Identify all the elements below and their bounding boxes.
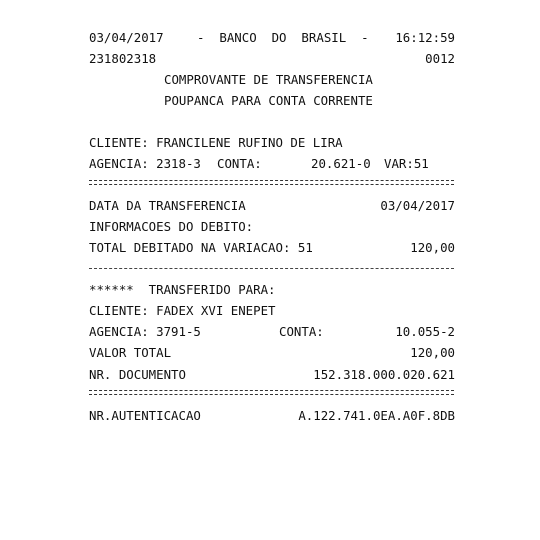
title-line-1 xyxy=(89,69,455,90)
transfer-date: 03/04/2017 xyxy=(380,198,455,213)
origin-client: CLIENTE: FRANCILENE RUFINO DE LIRA xyxy=(89,135,343,150)
transfer-date-label: DATA DA TRANSFERENCIA xyxy=(89,198,246,213)
destination-account: 10.055-2 xyxy=(395,324,455,339)
destination-heading-line xyxy=(89,279,455,300)
authentication-code: A.122.741.0EA.A0F.8DB xyxy=(298,408,455,423)
header-time: 16:12:59 xyxy=(395,30,455,45)
destination-client: CLIENTE: FADEX XVI ENEPET xyxy=(89,303,276,318)
terminal-code: 231802318 xyxy=(89,51,157,66)
destination-heading: ****** TRANSFERIDO PARA: xyxy=(89,282,276,297)
debit-info-line xyxy=(89,216,455,237)
separator-single xyxy=(89,268,454,269)
origin-agency: AGENCIA: 2318-3 xyxy=(89,156,201,171)
code-line xyxy=(89,48,455,69)
document-number: 152.318.000.020.621 xyxy=(313,367,455,382)
authentication-line xyxy=(89,405,455,426)
destination-account-label: CONTA: xyxy=(279,324,324,339)
origin-variation: VAR:51 xyxy=(384,156,429,171)
origin-account: 20.621-0 xyxy=(311,156,371,171)
separator-double xyxy=(89,180,454,185)
separator-double xyxy=(89,390,454,395)
origin-account-line xyxy=(89,153,455,174)
total-value: 120,00 xyxy=(410,345,455,360)
total-debit-label: TOTAL DEBITADO NA VARIACAO: 51 xyxy=(89,240,313,255)
debit-info-label: INFORMACOES DO DEBITO: xyxy=(89,219,254,234)
origin-account-label: CONTA: xyxy=(217,156,262,171)
receipt-title: COMPROVANTE DE TRANSFERENCIA xyxy=(164,72,373,87)
transfer-date-line xyxy=(89,195,455,216)
document-number-line xyxy=(89,364,455,385)
title-line-2 xyxy=(89,90,455,111)
sequence-number: 0012 xyxy=(425,51,455,66)
destination-agency: AGENCIA: 3791-5 xyxy=(89,324,201,339)
total-value-line xyxy=(89,342,455,363)
total-debit-value: 120,00 xyxy=(410,240,455,255)
total-value-label: VALOR TOTAL xyxy=(89,345,172,360)
header-date: 03/04/2017 xyxy=(89,30,164,45)
header-line xyxy=(89,27,455,48)
bank-name: - BANCO DO BRASIL - xyxy=(197,30,369,45)
total-debit-line xyxy=(89,237,455,258)
authentication-label: NR.AUTENTICACAO xyxy=(89,408,201,423)
destination-client-line xyxy=(89,300,455,321)
document-number-label: NR. DOCUMENTO xyxy=(89,367,186,382)
origin-client-line xyxy=(89,132,455,153)
destination-account-line xyxy=(89,321,455,342)
receipt-subtitle: POUPANCA PARA CONTA CORRENTE xyxy=(164,93,373,108)
